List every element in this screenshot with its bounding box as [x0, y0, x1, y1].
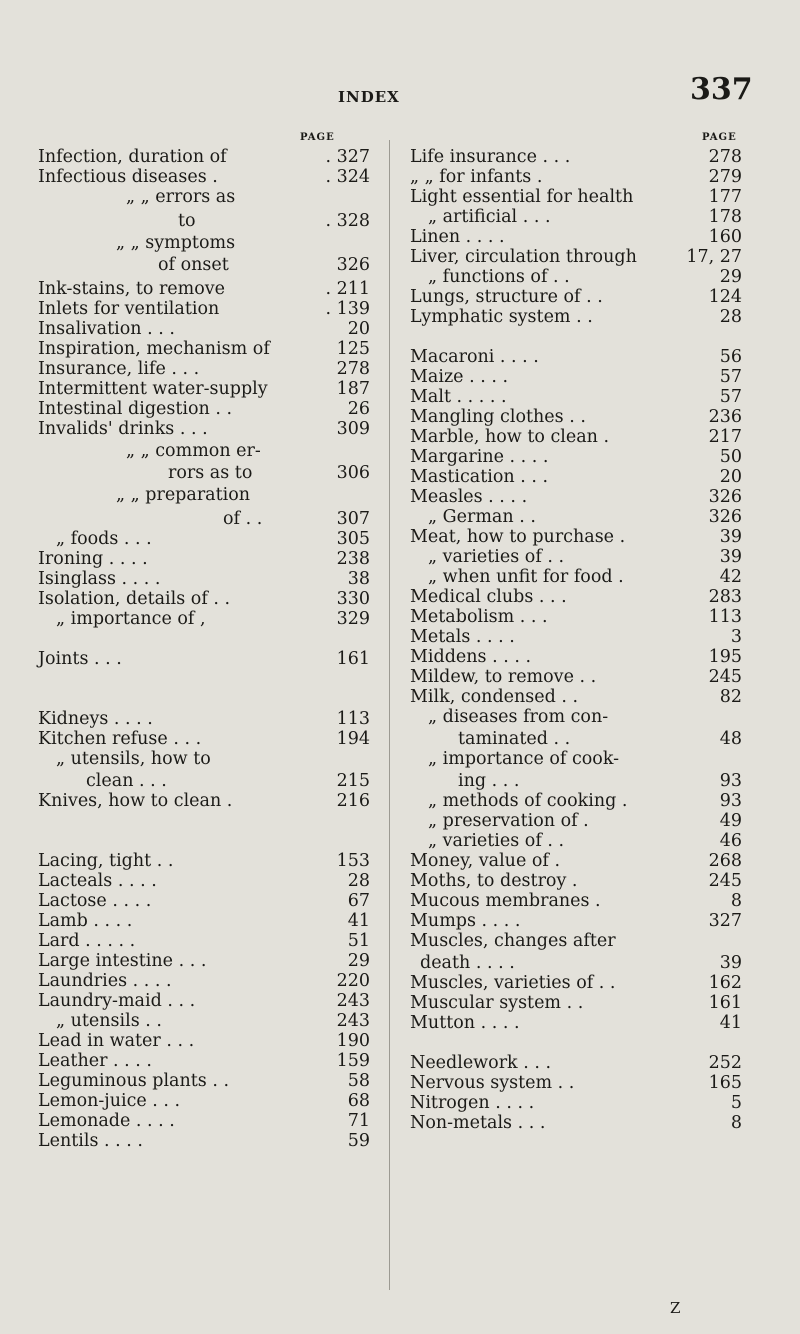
index-term: Joints . . . [38, 649, 122, 669]
index-page-ref: 71 [347, 1111, 370, 1131]
index-term: Insalivation . . . [38, 319, 175, 339]
index-term: Muscles, varieties of . . [410, 973, 616, 993]
index-term: to [178, 211, 196, 231]
index-page-ref: 39 [719, 527, 742, 547]
index-page-ref: 8 [730, 1113, 742, 1133]
index-page-ref: 326 [336, 255, 370, 275]
index-page-ref: 159 [336, 1051, 370, 1071]
index-page-ref: . 324 [325, 167, 370, 187]
index-term: Life insurance . . . [410, 147, 571, 167]
page-number: 337 [690, 72, 753, 107]
index-page-ref: 125 [336, 339, 370, 359]
index-page-ref: 327 [708, 911, 742, 931]
index-term: Macaroni . . . . [410, 347, 539, 367]
index-page-ref: 306 [336, 463, 370, 483]
index-page-ref: 245 [708, 667, 742, 687]
index-term: Mucous membranes . [410, 891, 601, 911]
index-page-ref: 268 [708, 851, 742, 871]
index-page-ref: 326 [708, 487, 742, 507]
index-page-ref: 57 [719, 387, 742, 407]
index-page-ref: 26 [347, 399, 370, 419]
index-page-ref: 307 [336, 509, 370, 529]
index-page-ref: 42 [719, 567, 742, 587]
index-term: Intestinal digestion . . [38, 399, 233, 419]
index-term: „ artificial . . . [428, 207, 551, 227]
index-term: Ironing . . . . [38, 549, 148, 569]
index-page-ref: 93 [719, 771, 742, 791]
index-page-ref: 49 [719, 811, 742, 831]
index-term: „ preservation of . [428, 811, 589, 831]
index-term: Milk, condensed . . [410, 687, 579, 707]
index-page-ref: 5 [730, 1093, 742, 1113]
index-term: Laundry-maid . . . [38, 991, 196, 1011]
index-page-ref: 20 [347, 319, 370, 339]
index-page-ref: 194 [336, 729, 370, 749]
index-page-ref: 187 [336, 379, 370, 399]
index-page-ref: 278 [708, 147, 742, 167]
index-page-ref: . 211 [325, 279, 370, 299]
index-term: „ importance of cook- [428, 749, 620, 769]
index-term: Lamb . . . . [38, 911, 133, 931]
index-term: of onset [158, 255, 229, 275]
index-page-ref: 330 [336, 589, 370, 609]
index-page-ref: 56 [719, 347, 742, 367]
index-term: Marble, how to clean . [410, 427, 610, 447]
index-term: Ink-stains, to remove [38, 279, 226, 299]
index-term: „ importance of , [56, 609, 206, 629]
index-page-ref: 51 [347, 931, 370, 951]
index-term: Liver, circulation through [410, 247, 637, 267]
index-term: taminated . . [458, 729, 571, 749]
index-term: Mildew, to remove . . [410, 667, 597, 687]
index-term: Lemon-juice . . . [38, 1091, 181, 1111]
index-term: „ varieties of . . [428, 547, 565, 567]
index-term: Mastication . . . [410, 467, 549, 487]
index-term: „ „ symptoms [116, 233, 236, 253]
index-term: „ diseases from con- [428, 707, 609, 727]
index-page-ref: 243 [336, 991, 370, 1011]
index-term: Linen . . . . [410, 227, 505, 247]
page-column-label: PAGE [702, 132, 737, 143]
index-term: Middens . . . . [410, 647, 532, 667]
index-page-ref: 279 [708, 167, 742, 187]
index-term: Mumps . . . . [410, 911, 521, 931]
index-term: Malt . . . . . [410, 387, 507, 407]
index-page-ref: 28 [347, 871, 370, 891]
index-term: rors as to [168, 463, 253, 483]
index-term: „ „ common er- [126, 441, 261, 461]
index-term: Isinglass . . . . [38, 569, 161, 589]
index-term: Meat, how to purchase . [410, 527, 626, 547]
index-page-ref: 245 [708, 871, 742, 891]
index-page-ref: 50 [719, 447, 742, 467]
index-page-ref: 278 [336, 359, 370, 379]
index-page-ref: 57 [719, 367, 742, 387]
index-term: Lymphatic system . . [410, 307, 593, 327]
index-term: Laundries . . . . [38, 971, 172, 991]
index-term: Mangling clothes . . [410, 407, 586, 427]
index-page-ref: 190 [336, 1031, 370, 1051]
index-term: „ German . . [428, 507, 536, 527]
index-term: „ „ for infants . [410, 167, 543, 187]
index-page-ref: 309 [336, 419, 370, 439]
index-term: „ „ errors as [126, 187, 236, 207]
index-page-ref: . 139 [325, 299, 370, 319]
index-term: „ varieties of . . [428, 831, 565, 851]
signature-mark: Z [670, 1299, 681, 1317]
index-term: Lentils . . . . [38, 1131, 143, 1151]
running-head: INDEX [338, 88, 400, 106]
index-page-ref: 113 [336, 709, 370, 729]
index-term: Lead in water . . . [38, 1031, 195, 1051]
index-page-ref: 67 [347, 891, 370, 911]
index-page-ref: 20 [719, 467, 742, 487]
index-page-ref: 93 [719, 791, 742, 811]
index-page-ref: 29 [347, 951, 370, 971]
index-page-ref: 29 [719, 267, 742, 287]
index-page-ref: 195 [708, 647, 742, 667]
index-term: Insurance, life . . . [38, 359, 200, 379]
index-page-ref: 3 [730, 627, 742, 647]
index-term: Inlets for ventilation [38, 299, 220, 319]
index-term: Lard . . . . . [38, 931, 136, 951]
index-term: Leguminous plants . . [38, 1071, 230, 1091]
index-page-ref: 177 [708, 187, 742, 207]
index-page-ref: 41 [347, 911, 370, 931]
index-page-ref: . 328 [325, 211, 370, 231]
index-page-ref: 59 [347, 1131, 370, 1151]
index-term: Nitrogen . . . . [410, 1093, 535, 1113]
index-term: „ when unfit for food . [428, 567, 624, 587]
index-page-ref: 82 [719, 687, 742, 707]
index-term: of . . [223, 509, 263, 529]
index-term: Intermittent water-supply [38, 379, 268, 399]
index-page-ref: . 327 [325, 147, 370, 167]
index-term: „ foods . . . [56, 529, 152, 549]
index-page-ref: 161 [708, 993, 742, 1013]
column-divider [389, 140, 390, 1290]
index-term: Invalids' drinks . . . [38, 419, 208, 439]
index-term: clean . . . [86, 771, 167, 791]
index-page-ref: 41 [719, 1013, 742, 1033]
index-term: death . . . . [420, 953, 515, 973]
index-term: Lactose . . . . [38, 891, 152, 911]
index-page-ref: 161 [336, 649, 370, 669]
index-term: Moths, to destroy . [410, 871, 578, 891]
index-term: Isolation, details of . . [38, 589, 231, 609]
index-page-ref: 165 [708, 1073, 742, 1093]
index-page-ref: 217 [708, 427, 742, 447]
index-page-ref: 17, 27 [686, 247, 742, 267]
index-term: Lemonade . . . . [38, 1111, 175, 1131]
index-term: „ functions of . . [428, 267, 570, 287]
index-term: Non-metals . . . [410, 1113, 546, 1133]
index-term: Needlework . . . [410, 1053, 552, 1073]
index-term: Muscles, changes after [410, 931, 616, 951]
index-term: „ utensils . . [56, 1011, 162, 1031]
index-page-ref: 178 [708, 207, 742, 227]
index-term: Lacing, tight . . [38, 851, 174, 871]
index-term: „ „ preparation [116, 485, 251, 505]
index-page-ref: 48 [719, 729, 742, 749]
index-page-ref: 162 [708, 973, 742, 993]
index-term: Leather . . . . [38, 1051, 152, 1071]
index-term: Lacteals . . . . [38, 871, 157, 891]
index-page-ref: 283 [708, 587, 742, 607]
index-term: Metabolism . . . [410, 607, 548, 627]
index-page-ref: 39 [719, 547, 742, 567]
index-term: Muscular system . . [410, 993, 584, 1013]
index-page-ref: 46 [719, 831, 742, 851]
index-page-ref: 58 [347, 1071, 370, 1091]
index-term: Nervous system . . [410, 1073, 575, 1093]
index-term: Knives, how to clean . [38, 791, 233, 811]
index-page-ref: 238 [336, 549, 370, 569]
index-page-ref: 8 [730, 891, 742, 911]
index-page-ref: 28 [719, 307, 742, 327]
index-term: „ utensils, how to [56, 749, 211, 769]
index-term: Light essential for health [410, 187, 634, 207]
index-page-ref: 113 [708, 607, 742, 627]
index-page-ref: 38 [347, 569, 370, 589]
index-term: Measles . . . . [410, 487, 528, 507]
index-term: ing . . . [458, 771, 520, 791]
index-page-ref: 220 [336, 971, 370, 991]
index-term: Metals . . . . [410, 627, 515, 647]
index-page-ref: 216 [336, 791, 370, 811]
index-term: Large intestine . . . [38, 951, 207, 971]
index-term: Maize . . . . [410, 367, 509, 387]
index-page-ref: 236 [708, 407, 742, 427]
index-page-ref: 326 [708, 507, 742, 527]
page-column-label: PAGE [300, 132, 335, 143]
index-term: Mutton . . . . [410, 1013, 520, 1033]
index-term: Inspiration, mechanism of [38, 339, 270, 359]
index-page-ref: 252 [708, 1053, 742, 1073]
index-page-ref: 329 [336, 609, 370, 629]
index-page-ref: 160 [708, 227, 742, 247]
index-page-ref: 215 [336, 771, 370, 791]
index-page-ref: 305 [336, 529, 370, 549]
index-term: Money, value of . [410, 851, 561, 871]
index-term: Infection, duration of [38, 147, 227, 167]
index-term: Kitchen refuse . . . [38, 729, 202, 749]
index-term: Infectious diseases . [38, 167, 218, 187]
index-term: Lungs, structure of . . [410, 287, 603, 307]
index-page-ref: 124 [708, 287, 742, 307]
index-page-ref: 39 [719, 953, 742, 973]
index-term: Medical clubs . . . [410, 587, 567, 607]
index-page-ref: 243 [336, 1011, 370, 1031]
index-page-ref: 68 [347, 1091, 370, 1111]
index-term: Kidneys . . . . [38, 709, 153, 729]
index-term: Margarine . . . . [410, 447, 549, 467]
index-term: „ methods of cooking . [428, 791, 628, 811]
index-page-ref: 153 [336, 851, 370, 871]
